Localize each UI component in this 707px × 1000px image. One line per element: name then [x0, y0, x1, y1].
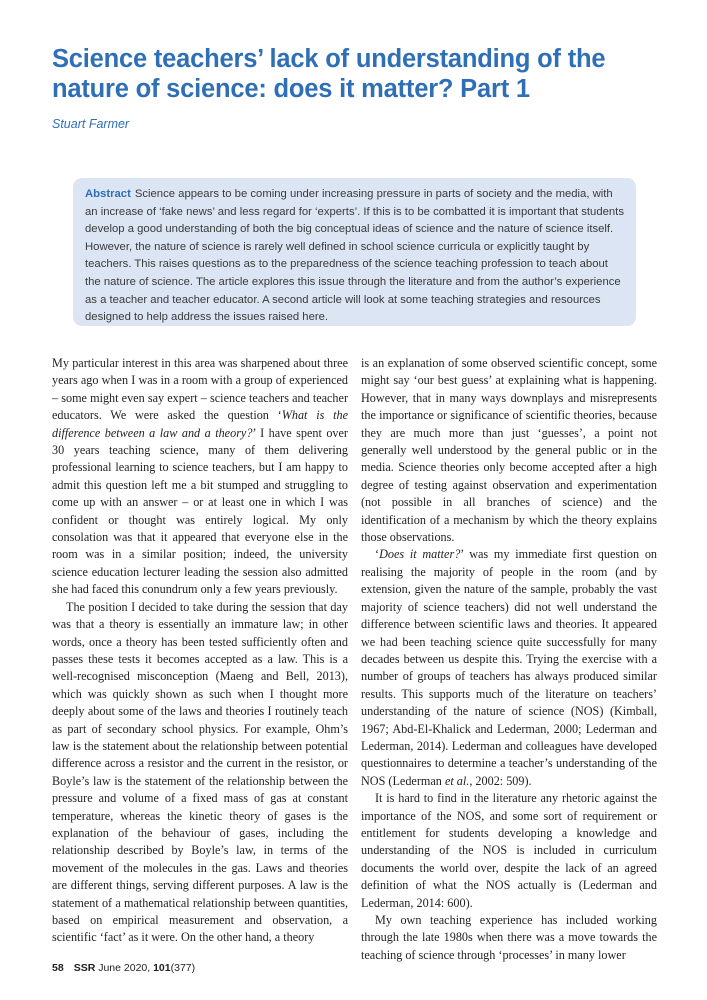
- page-number: 58: [52, 962, 64, 974]
- body-paragraph: is an explanation of some observed scientific concept, some might say ‘our best guess’ at explaining what is happening. However, that in many ways downplays and misrepresents the importance or significance of scientific theories, because they are much more than just ‘guesses’, a point not generally well understood by the general public or in the media. Science theories only become accepted after a high degree of testing against observation and experimentation (not possible in all branches of science) and the identification of a mechanism by which the theory explains those observations.: [361, 356, 657, 545]
- body-paragraph: The position I decided to take during the session that day was that a theory is essentially an immature law; in other words, once a theory has been tested sufficiently often and passes these tests it becomes accepted as a law. This is a well-recognised misconception (Maeng and Bell, 2013), which was quickly shown as such when I thought more deeply about some of the laws and theories I routinely teach as part of secondary school physics. For example, Ohm’s law is the statement about the relationship between potential difference across a resistor and the current in the resistor, or Boyle’s law is the statement of the relationship between the pressure and volume of a fixed mass of gas at constant temperature, whereas the kinetic theory of gases is the explanation of the behaviour of gases, including the relationship described by Boyle’s law, in terms of the movement of the molecules in the gas. Laws and theories are different things, serving different purposes. A law is the statement of a mathematical relationship between quantities, based on empirical measurement and observation, a scientific ‘fact’ as it were. On the other hand, a theory: [52, 599, 348, 945]
- journal-name: SSR: [73, 962, 96, 974]
- body-paragraph: [52, 355, 348, 599]
- body-paragraph: It is hard to find in the literature any rhetoric against the importance of the NOS, and some sort of requirement or entitlement for students developing a knowledge and understanding of the NOS is included in curriculum documents the world over, despite the lack of an agreed definition of what the NOS actually is (Lederman and Lederman, 2014: 600).: [361, 791, 657, 910]
- body-column-left: [52, 355, 348, 947]
- paragraph-text: , 2002: 509).: [469, 773, 532, 788]
- issue-number: (377): [170, 962, 196, 974]
- abstract-text: Science appears to be coming under increasing pressure in parts of society and the media, with an increase of ‘fake news’ and less regard for ‘experts’. If this is to be combatted it is important that students develop a good understanding of both the big conceptual ideas of science and the nature of science itself. However, the nature of science is rarely well defined in school science curricula or explicitly taught by teachers. This raises questions as to the preparedness of the science teaching profession to teach about the nature of science. The article explores this issue through the literature and from the author’s experience as a teacher and teacher educator. A second article will look at some teaching strategies and resources designed to help address the issues raised here.: [85, 188, 624, 324]
- issue-date: June 2020,: [98, 962, 154, 974]
- paragraph-text: My particular interest in this area was sharpened about three years ago when I was in a room with a group of experienced – some might even say expert – science teachers and teacher educators. We were asked the question ‘: [52, 356, 348, 423]
- abstract-box: [73, 178, 636, 326]
- italic-etal: et al.: [444, 773, 470, 788]
- page-footer: [52, 962, 195, 974]
- paragraph-text: ’ I have spent over 30 years teaching science, many of them delivering professional learning to science teachers, but I am happy to admit this question left me a bit stumped and struggling to come up with an answer – or at least one in which I was confident or thought was entirely logical. My only consolation was that it appeared that everyone else in the room was in a similar position; indeed, the university science education lecturer leading the session also admitted she had faced this conundrum only a few years previously.: [52, 425, 348, 597]
- paragraph-text: ‘: [375, 547, 380, 562]
- article-title: Science teachers’ lack of understanding of the nature of science: does it matter? Part 1: [52, 45, 606, 103]
- italic-question: What is the difference between a law and a theory?: [52, 408, 348, 440]
- body-paragraph: [361, 546, 657, 790]
- abstract-label: Abstract: [85, 188, 131, 200]
- italic-question: Does it matter?: [379, 547, 461, 562]
- body-paragraph: My own teaching experience has included working through the late 1980s when there was a move towards the teaching of science through ‘processes’ in many lower: [361, 913, 657, 962]
- paragraph-text: ’ was my immediate first question on realising the majority of people in the room (and by extension, given the nature of the sample, probably the vast majority of science teachers) did not well understand the difference between scientific laws and theories. It appeared we had been teaching science quite successfully for many decades between us despite this. Trying the exercise with a number of groups of teachers has always produced similar results. This supports much of the literature on teachers’ understanding of the nature of science (NOS) (Kimball, 1967; Abd-El-Khalick and Lederman, 2000; Lederman and Lederman, 2014). Lederman and colleagues have developed questionnaires to determine a teacher’s understanding of the NOS (Lederman: [361, 547, 658, 788]
- author-name: Stuart Farmer: [52, 117, 130, 131]
- volume-number: 101: [153, 962, 171, 974]
- body-column-right: [361, 355, 657, 964]
